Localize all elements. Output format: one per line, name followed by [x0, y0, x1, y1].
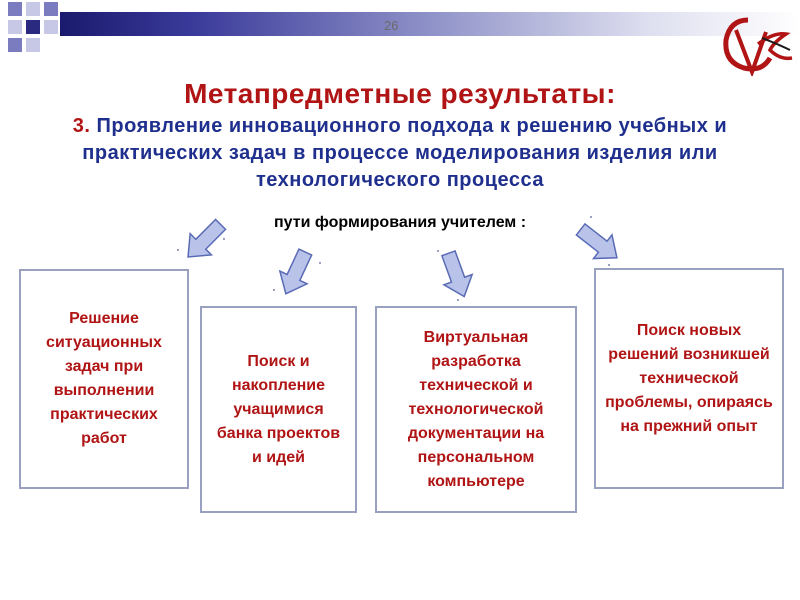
slide-title: Метапредметные результаты: — [184, 78, 616, 109]
corner-square-2 — [26, 2, 40, 16]
dot-8 — [608, 264, 610, 266]
method-box-4-text: Поиск новых решений возникшей технической проблемы, опираясь на прежний опыт — [605, 321, 773, 435]
subtitle-text: Проявление инновационного подхода к решению учебных и практических задач в процессе моделирования изделия или технологического процесса — [82, 115, 728, 191]
corner-square-4 — [8, 20, 22, 34]
dot-3 — [273, 289, 275, 291]
ways-label: пути формирования учителем : — [273, 214, 527, 231]
page-number: 26 — [384, 18, 399, 33]
dot-2 — [223, 238, 225, 240]
method-box-1-text: Решение ситуационных задач при выполнении практических работ — [46, 310, 162, 447]
slide-subtitle — [60, 113, 740, 194]
dot-4 — [319, 262, 321, 264]
method-box-2 — [200, 306, 357, 513]
corner-square-1 — [8, 2, 22, 16]
method-box-4 — [594, 268, 784, 489]
header-gradient-band — [60, 12, 800, 36]
corner-square-8 — [8, 38, 22, 52]
dot-6 — [457, 299, 459, 301]
dot-5 — [437, 250, 439, 252]
method-box-2-text: Поиск и накопление учащимися банка проектов и идей — [216, 352, 341, 466]
corner-square-7 — [26, 38, 40, 52]
method-box-1 — [19, 269, 189, 489]
method-box-3-text: Виртуальная разработка технической и технологической документации на персональном компьютере — [407, 328, 545, 490]
method-box-3 — [375, 306, 577, 513]
corner-square-5 — [26, 20, 40, 34]
corner-square-6 — [44, 20, 58, 34]
vk-monogram-logo — [718, 14, 796, 76]
arrow-2-icon — [272, 246, 319, 300]
dot-1 — [177, 249, 179, 251]
arrow-3-icon — [434, 248, 478, 301]
subtitle-number: 3. — [72, 115, 91, 137]
dot-7 — [590, 216, 592, 218]
corner-square-3 — [44, 2, 58, 16]
